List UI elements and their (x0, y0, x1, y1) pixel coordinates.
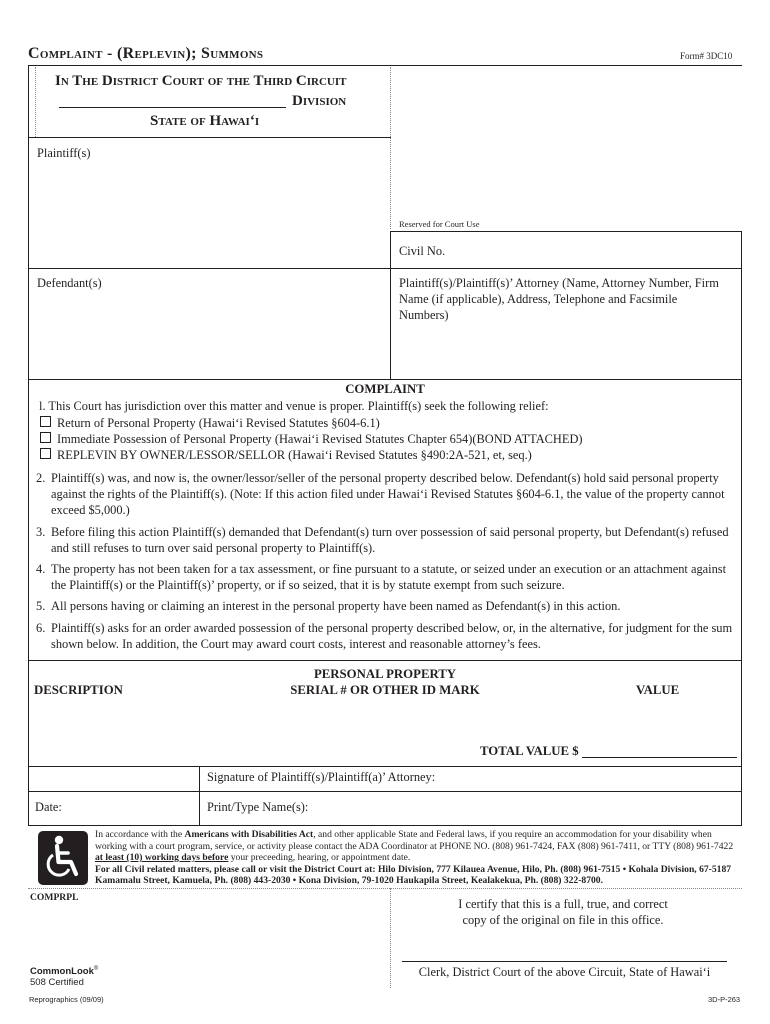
total-value-label: TOTAL VALUE $ (480, 744, 579, 758)
certify-text: I certify that this is a full, true, and correct copy of the original on file in this office. (458, 897, 668, 927)
relief-option-return[interactable]: Return of Personal Property (Hawai‘i Revised Statutes §604-6.1) (40, 415, 746, 431)
plaintiff-label: Plaintiff(s) (37, 146, 91, 160)
court-title: In The District Court of the Third Circuit (55, 73, 347, 89)
total-value-field[interactable] (582, 757, 737, 758)
form-number: Form# 3DC10 (680, 51, 733, 61)
division-label: Division (292, 93, 347, 109)
col-description: DESCRIPTION (34, 683, 123, 697)
relief-option-replevin[interactable]: REPLEVIN BY OWNER/LESSOR/SELLOR (Hawai‘i Revised Statutes §490:2A-521, et, seq.) (40, 447, 746, 463)
ada-notice: In accordance with the Americans with Disabilities Act, and other applicable State and Federal laws, if you require an accommodation for your disability when working with a court program, service, or activity please contact the ADA Coordinator at PHONE NO. (808) 961-7424, FAX (808) 961-7411, or TTY (808) 961-7422 at least (10) working days before your preceeding, hearing, or appointment date. For all Civil related matters, please call or visit the District Court at: Hilo Division, 777 Kilauea Avenue, Hilo, Ph. (808) 961-7515 • Kohala Division, 67-5187 Kamamalu Street, Kamuela, Ph. (808) 443-2030 • Kona Division, 79-1020 Haukapila Street, Kealakekua, Ph. (808) 322-8700. (95, 829, 734, 886)
certified-label: 508 Certified (30, 977, 84, 989)
complaint-item-6: 6. Plaintiff(s) asks for an order awarded possession of the personal property described below, or, in the alternative, for judgment for the sum shown below. In addition, the Court may award court costs, interest and reasonable attorney’s fees. (36, 621, 733, 651)
rule-top (28, 65, 742, 66)
rule-left (28, 65, 29, 825)
ada-emphasis: at least (10) working days before (95, 852, 229, 863)
clerk-label: Clerk, District Court of the above Circuit, State of Hawai‘i (418, 965, 711, 979)
complaint-item-1: l. This Court has jurisdiction over this matter and venue is proper. Plaintiff(s) seek the following relief: (39, 399, 549, 413)
complaint-item-3: 3. Before filing this action Plaintiff(s) demanded that Defendant(s) turn over possession of said personal property, but Defendant(s) refused and still refuses to turn over said personal property to Plaintiff(s). (36, 525, 729, 555)
ada-act: Americans with Disabilities Act (184, 829, 314, 840)
date-label: Date: (35, 800, 62, 814)
reserved-label: Reserved for Court Use (399, 219, 480, 229)
signature-label: Signature of Plaintiff(s)/Plaintiff(a)’ Attorney: (207, 770, 436, 784)
complaint-item-4: 4. The property has not been taken for a tax assessment, or fine pursuant to a statute, or seized under an execution or an attachment against the Plaintiff(s) or the Plaintiff(s)’ property, or if so seized, that it is by statute exempt from such seizure. (36, 562, 727, 592)
commonlook-logo: CommonLook® 508 Certified (30, 966, 99, 989)
print-name-label: Print/Type Name(s): (207, 800, 309, 814)
reprographics-label: Reprographics (09/09) (29, 995, 104, 1004)
wheelchair-icon (38, 831, 88, 885)
complaint-heading: COMPLAINT (345, 382, 425, 396)
clerk-signature-line (402, 961, 727, 962)
col-value: VALUE (636, 683, 680, 697)
attorney-label: Plaintiff(s)/Plaintiff(s)’ Attorney (Name, Attorney Number, Firm Name (if applicable), Address, Telephone and Facsimile Numbers) (399, 276, 719, 322)
defendant-label: Defendant(s) (37, 276, 102, 290)
division-blank (59, 107, 286, 108)
form-code-compr: COMPRPL (30, 892, 79, 903)
civil-no-label: Civil No. (399, 244, 446, 258)
ada-locations: For all Civil related matters, please call or visit the District Court at: Hilo Division, 777 Kilauea Avenue, Hilo, Ph. (808) 961-7515 • Kohala Division, 67-5187 Kamamalu Street, Kamuela, Ph. (808) 443-2030 • Kona Division, 79-1020 Haukapila Street, Kealakekua, Ph. (808) 322-8700. (95, 863, 732, 886)
form-code-footer: 3D-P-263 (708, 995, 741, 1004)
checkbox-replevin[interactable] (40, 448, 51, 459)
checkbox-immediate[interactable] (40, 432, 51, 443)
checkbox-return[interactable] (40, 416, 51, 427)
property-heading: PERSONAL PROPERTY (313, 667, 457, 681)
complaint-item-2: 2. Plaintiff(s) was, and now is, the owner/lessor/seller of the personal property described below. Defendant(s) hold said personal property against the rights of the Plaintiff(s). (Note: If this action filed under Hawai‘i Revised Statutes §604-6.1, the value of the property cannot exceed $5,000.) (36, 471, 725, 517)
relief-option-immediate[interactable]: Immediate Possession of Personal Property (Hawai‘i Revised Statutes Chapter 654)(BOND ATTACHED) (40, 431, 746, 447)
state-label: State of Hawai‘i (150, 113, 260, 129)
complaint-item-5: 5. All persons having or claiming an interest in the personal property have been named as Defendant(s) in this action. (36, 599, 621, 613)
form-title: Complaint - (Replevin); Summons (28, 45, 264, 62)
col-serial: SERIAL # OR OTHER ID MARK (290, 683, 480, 697)
